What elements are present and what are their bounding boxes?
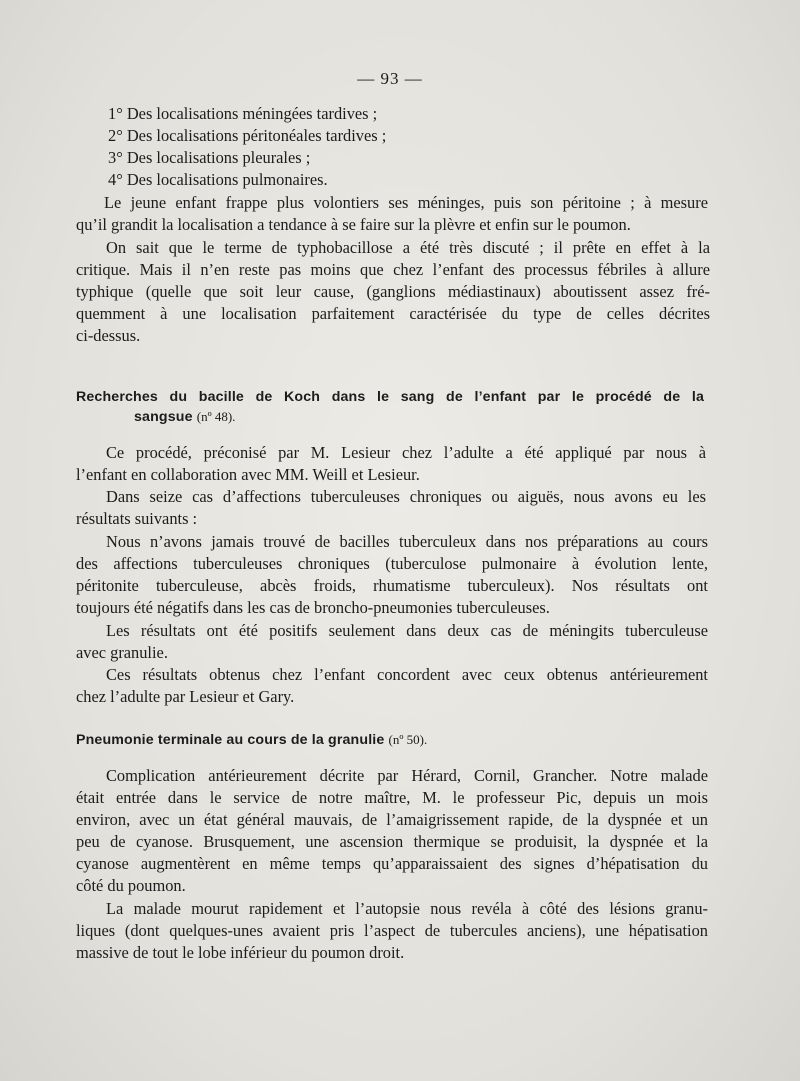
paragraph-line: l’enfant en collaboration avec MM. Weill et Lesieur. — [76, 465, 420, 484]
list-item: 3° Des localisations pleurales ; — [108, 148, 311, 167]
paragraph-line: péritonite tuberculeuse, abcès froids, rhumatisme tuberculeux). Nos résultats ont — [76, 576, 708, 595]
paragraph-line: typhique (quelle que soit leur cause, (ganglions médiastinaux) aboutissent assez fré- — [76, 282, 710, 301]
paragraph-line: qu’il grandit la localisation a tendance à se faire sur la plèvre et enfin sur le poumon. — [76, 215, 631, 234]
list-item: 2° Des localisations péritonéales tardives ; — [108, 126, 387, 145]
paragraph-line: La malade mourut rapidement et l’autopsie nous revéla à côté des lésions granu- — [106, 899, 708, 918]
list-item: 1° Des localisations méningées tardives ; — [108, 104, 378, 123]
paragraph-line: On sait que le terme de typhobacillose a été très discuté ; il prête en effet à la — [106, 238, 710, 257]
paragraph-line: Le jeune enfant frappe plus volontiers ses méninges, puis son péritoine ; à mesure — [104, 193, 708, 212]
paragraph-line: résultats suivants : — [76, 509, 198, 528]
paragraph-line: Complication antérieurement décrite par Hérard, Cornil, Grancher. Notre malade — [106, 766, 708, 785]
reference-number: (nº 50). — [388, 732, 428, 747]
paragraph-line: était entrée dans le service de notre maître, M. le professeur Pic, depuis un mois — [76, 788, 708, 807]
paragraph-line: toujours été négatifs dans les cas de broncho-pneumonies tuberculeuses. — [76, 598, 550, 617]
paragraph-line: Ces résultats obtenus chez l’enfant concordent avec ceux obtenus antérieurement — [106, 665, 708, 684]
paragraph-line: environ, avec un état général mauvais, de l’amaigrissement rapide, de la dyspnée et un — [76, 810, 708, 829]
paragraph-line: avec granulie. — [76, 643, 168, 662]
section-heading-continued — [134, 405, 235, 428]
paragraph-line: Ce procédé, préconisé par M. Lesieur chez l’adulte a été appliqué par nous à — [106, 443, 706, 462]
list-item: 4° Des localisations pulmonaires. — [108, 170, 328, 189]
paragraph-line: Nous n’avons jamais trouvé de bacilles tuberculeux dans nos préparations au cours — [106, 532, 708, 551]
section-heading-word: sangsue — [134, 409, 193, 425]
paragraph-line: massive de tout le lobe inférieur du poumon droit. — [76, 943, 405, 962]
paragraph-line: quemment à une localisation parfaitement caractérisée du type de celles décrites — [76, 304, 710, 323]
paragraph-line: cyanose augmentèrent en même temps qu’apparaissaient des signes d’hépatisation du — [76, 854, 708, 873]
paragraph-line: des affections tuberculeuses chroniques (tuberculose pulmonaire à évolution lente, — [76, 554, 708, 573]
section-heading: Recherches du bacille de Koch dans le sang de l’enfant par le procédé de la — [76, 389, 704, 405]
paragraph-line: côté du poumon. — [76, 876, 186, 895]
paragraph-line: liques (dont quelques-unes avaient pris l’aspect de tubercules anciens), une hépatisation — [76, 921, 708, 940]
paragraph-line: Les résultats ont été positifs seulement dans deux cas de méningits tuberculeuse — [106, 621, 708, 640]
paragraph-line: Dans seize cas d’affections tuberculeuses chroniques ou aiguës, nous avons eu les — [106, 487, 706, 506]
reference-number: (nº 48). — [196, 409, 236, 424]
section-heading-row — [76, 728, 427, 751]
paragraph-line: chez l’adulte par Lesieur et Gary. — [76, 687, 295, 706]
paragraph-line: ci-dessus. — [76, 326, 141, 345]
page-number: — 93 — — [357, 69, 423, 88]
section-heading: Pneumonie terminale au cours de la granulie — [76, 732, 385, 748]
paragraph-line: critique. Mais il n’en reste pas moins que chez l’enfant des processus fébriles à allure — [76, 260, 710, 279]
paragraph-line: peu de cyanose. Brusquement, une ascension thermique se produisit, la dyspnée et la — [76, 832, 708, 851]
